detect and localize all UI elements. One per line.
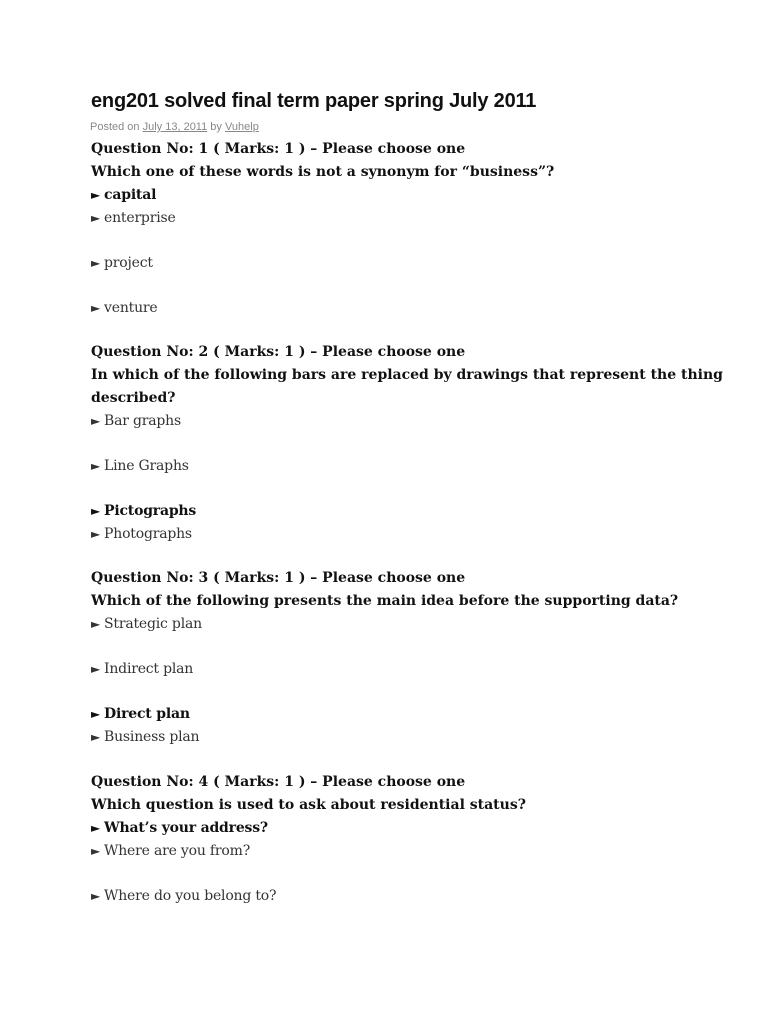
answer-option[interactable]: [91, 703, 731, 726]
question-text: Which one of these words is not a synonym for “business”?: [91, 164, 555, 180]
question-text: Which question is used to ask about residential status?: [91, 797, 526, 813]
answer-option[interactable]: [91, 726, 731, 749]
arrow-right-icon: ►: [91, 414, 101, 428]
arrow-right-icon: ►: [91, 459, 101, 473]
question-1: [91, 138, 731, 320]
arrow-right-icon: ►: [91, 211, 101, 225]
by-label: by: [210, 121, 222, 133]
option-label: Line Graphs: [104, 458, 189, 474]
option-label: Bar graphs: [104, 413, 181, 429]
arrow-right-icon: ►: [91, 301, 101, 315]
arrow-right-icon: ►: [91, 889, 101, 903]
arrow-right-icon: ►: [91, 527, 101, 541]
question-text: Which of the following presents the main idea before the supporting data?: [91, 593, 679, 609]
post-title: eng201 solved final term paper spring July 2011: [91, 90, 537, 112]
arrow-right-icon: ►: [91, 188, 101, 202]
question-text: In which of the following bars are replaced by drawings that represent the thing described?: [91, 367, 723, 406]
option-label: Business plan: [104, 729, 200, 745]
arrow-right-icon: ►: [91, 707, 101, 721]
answer-option[interactable]: [91, 184, 731, 207]
answer-option[interactable]: [91, 658, 731, 681]
option-label: Photographs: [104, 526, 192, 542]
answer-option[interactable]: [91, 885, 731, 908]
option-label: project: [104, 255, 153, 271]
question-header: Question No: 2 ( Marks: 1 ) – Please choose one: [91, 344, 466, 360]
arrow-right-icon: ►: [91, 662, 101, 676]
answer-option[interactable]: [91, 252, 731, 275]
option-label: What’s your address?: [104, 820, 268, 836]
option-label: Where are you from?: [104, 843, 251, 859]
arrow-right-icon: ►: [91, 730, 101, 744]
question-header: Question No: 1 ( Marks: 1 ) – Please choose one: [91, 141, 466, 157]
arrow-right-icon: ►: [91, 821, 101, 835]
option-label: enterprise: [104, 210, 176, 226]
option-label: venture: [104, 300, 158, 316]
answer-option[interactable]: [91, 207, 731, 230]
post-date-link[interactable]: July 13, 2011: [142, 121, 208, 133]
option-label: Indirect plan: [104, 661, 194, 677]
question-header: Question No: 3 ( Marks: 1 ) – Please choose one: [91, 570, 466, 586]
answer-option[interactable]: [91, 523, 731, 546]
question-header: Question No: 4 ( Marks: 1 ) – Please choose one: [91, 774, 466, 790]
option-label: Strategic plan: [104, 616, 202, 632]
answer-option[interactable]: [91, 455, 731, 478]
option-label: capital: [104, 187, 157, 203]
arrow-right-icon: ►: [91, 617, 101, 631]
question-3: [91, 567, 731, 749]
question-2: [91, 341, 731, 546]
answer-option[interactable]: [91, 297, 731, 320]
answer-option[interactable]: [91, 500, 731, 523]
post-meta: [90, 121, 259, 133]
option-label: Direct plan: [104, 706, 190, 722]
question-4: [91, 771, 731, 908]
answer-option[interactable]: [91, 410, 731, 433]
author-link[interactable]: Vuhelp: [224, 121, 259, 133]
option-label: Where do you belong to?: [104, 888, 277, 904]
arrow-right-icon: ►: [91, 256, 101, 270]
option-label: Pictographs: [104, 503, 197, 519]
answer-option[interactable]: [91, 817, 731, 840]
arrow-right-icon: ►: [91, 844, 101, 858]
arrow-right-icon: ►: [91, 504, 101, 518]
answer-option[interactable]: [91, 840, 731, 863]
posted-on-label: Posted on: [90, 121, 140, 133]
answer-option[interactable]: [91, 613, 731, 636]
